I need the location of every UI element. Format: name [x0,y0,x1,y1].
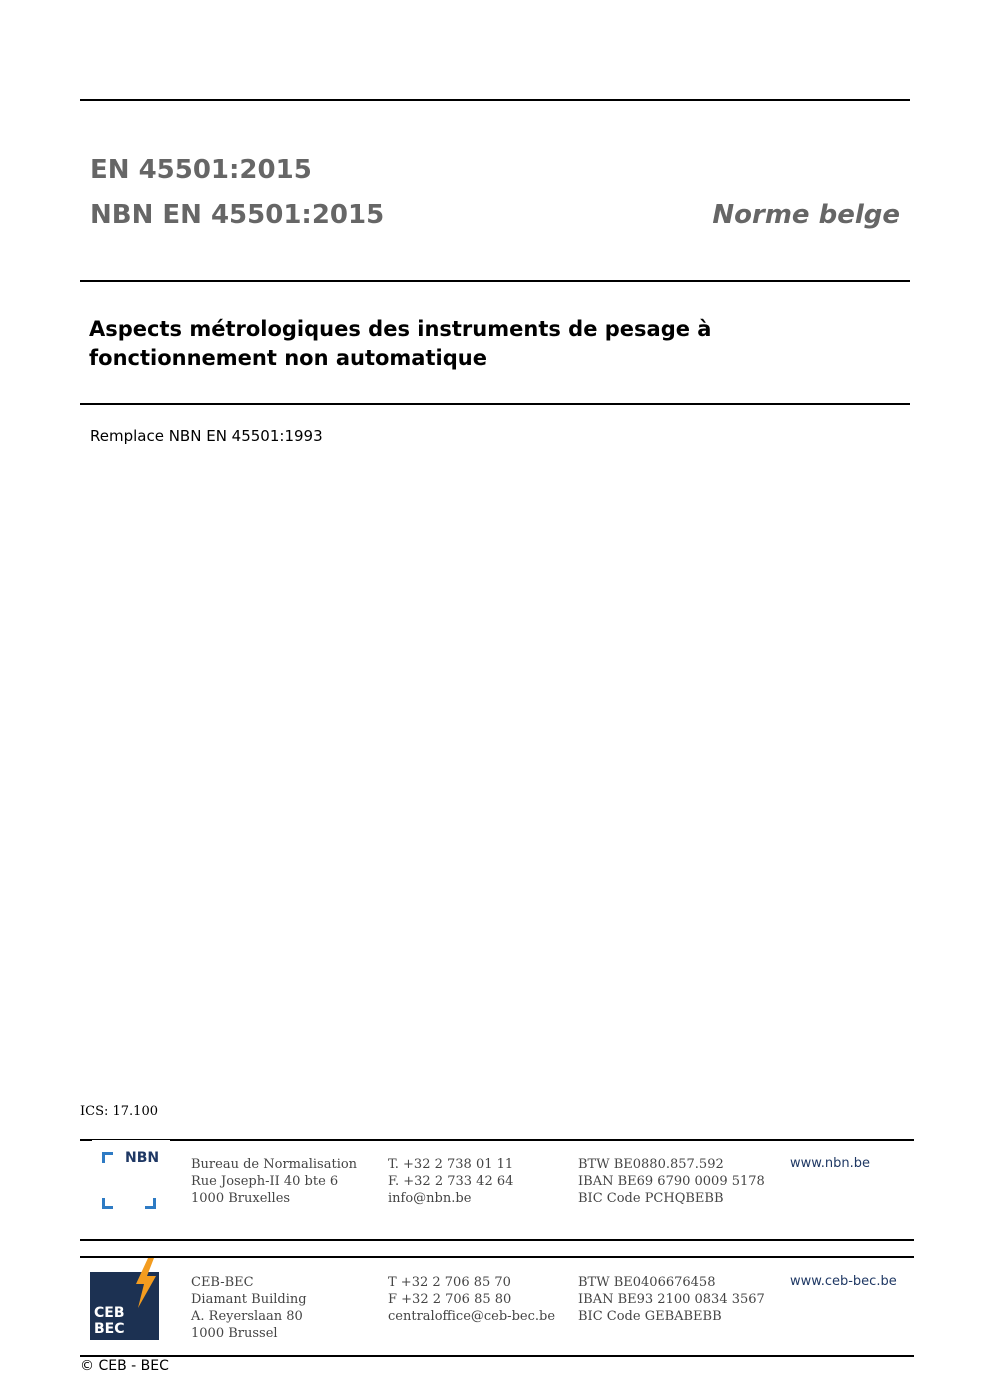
standard-code-en: EN 45501:2015 [90,155,312,185]
ics-code: ICS: 17.100 [80,1104,158,1119]
nbn-logo [92,1140,170,1218]
ceb-logo-line: CEB [94,1305,125,1321]
document-title [89,315,711,373]
nbn-bottom-rule [80,1239,914,1241]
ceb-address-line: A. Reyerslaan 80 [191,1309,303,1324]
nbn-phone: T. +32 2 738 01 11 [388,1157,514,1172]
ceb-email-link[interactable]: centraloffice@ceb-bec.be [388,1309,556,1324]
nbn-website-link[interactable]: www.nbn.be [790,1156,870,1171]
ceb-fax: F +32 2 706 85 80 [388,1292,512,1307]
ceb-address [191,1274,307,1342]
norm-label: Norme belge [712,200,900,230]
nbn-logo-text: NBN [125,1150,160,1166]
title-line-1: Aspects métrologiques des instruments de pesage à [89,317,712,341]
ceb-bottom-rule [80,1355,914,1357]
nbn-bank [578,1156,765,1207]
ceb-bec-logo [90,1272,159,1340]
nbn-top-rule [80,1139,914,1141]
ceb-bank [578,1274,765,1325]
nbn-contact [388,1156,513,1207]
ceb-vat: BTW BE0406676458 [578,1275,716,1290]
ceb-iban: IBAN BE93 2100 0834 3567 [578,1292,765,1307]
nbn-email-link[interactable]: info@nbn.be [388,1191,472,1206]
nbn-address-line: 1000 Bruxelles [191,1191,291,1206]
nbn-vat: BTW BE0880.857.592 [578,1157,724,1172]
title-line-2: fonctionnement non automatique [89,346,487,370]
lightning-bolt-icon [130,1258,160,1308]
nbn-address-line: Rue Joseph-II 40 bte 6 [191,1174,339,1189]
ceb-phone: T +32 2 706 85 70 [388,1275,511,1290]
ceb-logo-line: BEC [94,1321,125,1337]
ceb-address-line: 1000 Brussel [191,1326,278,1341]
nbn-iban: IBAN BE69 6790 0009 5178 [578,1174,765,1189]
nbn-address-line: Bureau de Normalisation [191,1157,358,1172]
title-rule [80,403,910,405]
copyright: © CEB - BEC [80,1358,169,1374]
ceb-address-line: CEB-BEC [191,1275,254,1290]
nbn-bic: BIC Code PCHQBEBB [578,1191,724,1206]
replaces-note: Remplace NBN EN 45501:1993 [90,427,323,445]
standard-code-nbn: NBN EN 45501:2015 [90,200,385,230]
ceb-contact [388,1274,555,1325]
header-rule [80,280,910,282]
ceb-website-link[interactable]: www.ceb-bec.be [790,1274,897,1289]
top-rule [80,99,910,101]
ceb-logo-text [94,1305,125,1337]
nbn-address [191,1156,357,1207]
ceb-top-rule [80,1256,914,1258]
nbn-fax: F. +32 2 733 42 64 [388,1174,514,1189]
ceb-address-line: Diamant Building [191,1292,307,1307]
ceb-bic: BIC Code GEBABEBB [578,1309,722,1324]
